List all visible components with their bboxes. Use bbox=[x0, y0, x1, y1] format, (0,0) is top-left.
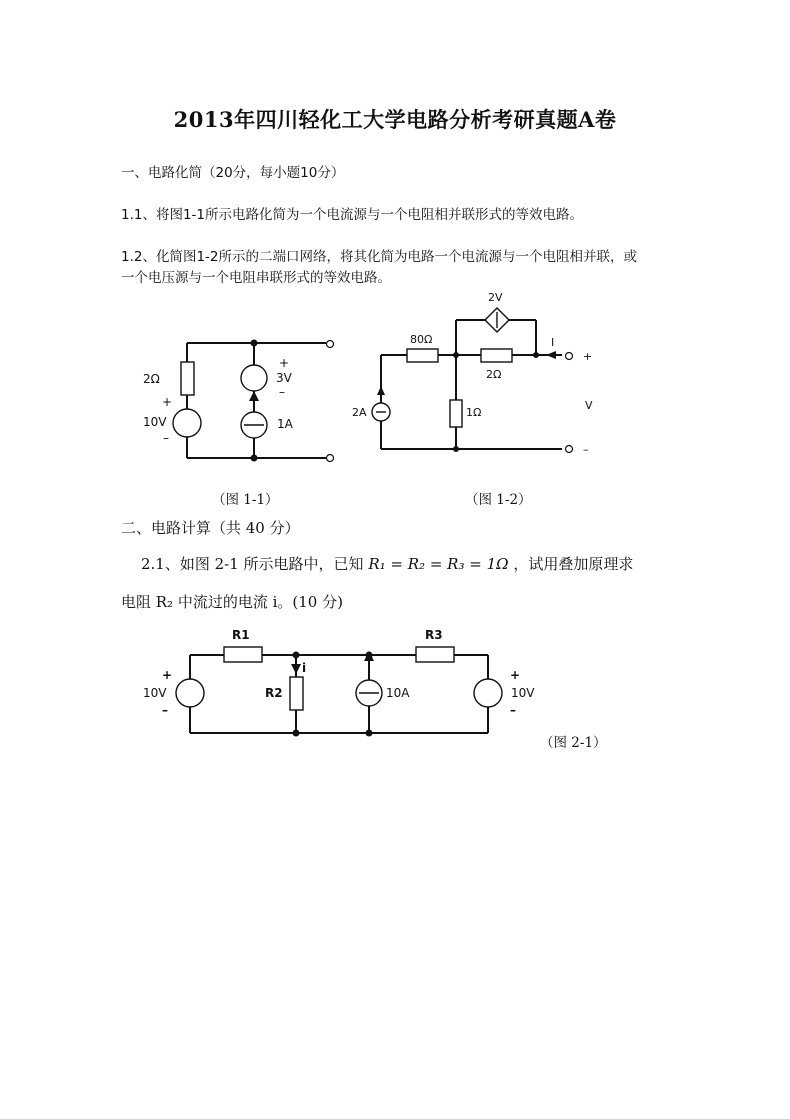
question-2-1-line2: 电阻 R₂ 中流过的电流 i。(10 分) bbox=[121, 593, 343, 611]
question-1-1: 1.1、将图1-1所示电路化简为一个电流源与一个电阻相并联形式的等效电路。 bbox=[121, 207, 584, 223]
label-2ohm: 2Ω bbox=[486, 368, 502, 381]
label-3v: 3V bbox=[276, 371, 292, 385]
node-dot bbox=[453, 352, 459, 358]
page-title: 2013年四川轻化工大学电路分析考研真题A卷 bbox=[173, 107, 617, 132]
label-2v: 2V bbox=[488, 291, 503, 304]
label-1ohm: 1Ω bbox=[466, 406, 482, 419]
resistor-r2 bbox=[290, 677, 303, 710]
question-2-1-suffix: ，试用叠加原理求 bbox=[513, 555, 634, 573]
label-r1: R1 bbox=[232, 628, 250, 642]
label-i: I bbox=[551, 336, 555, 349]
voltage-source-left-10v bbox=[176, 679, 204, 707]
label-10v-right: 10V bbox=[511, 686, 535, 700]
label-2ohm: 2Ω bbox=[143, 372, 160, 386]
question-1-2-line2: 一个电压源与一个电阻串联形式的等效电路。 bbox=[121, 270, 391, 286]
resistor-r1 bbox=[224, 647, 262, 662]
voltage-source-10v bbox=[173, 409, 201, 437]
arrow-left-icon bbox=[546, 351, 556, 359]
label-10v-left: 10V bbox=[143, 686, 167, 700]
minus-sign: – bbox=[163, 431, 169, 445]
node-dot bbox=[533, 352, 539, 358]
section2-heading: 二、电路计算（共 40 分） bbox=[121, 519, 300, 537]
resistor-1ohm bbox=[450, 400, 462, 427]
plus-sign: + bbox=[510, 668, 521, 682]
terminal bbox=[327, 341, 334, 348]
resistor-r3 bbox=[416, 647, 454, 662]
label-v: V bbox=[585, 399, 593, 412]
node-dot bbox=[251, 340, 258, 347]
resistor-2ohm bbox=[481, 349, 512, 362]
minus-sign: – bbox=[510, 703, 516, 717]
node-dot bbox=[293, 652, 300, 659]
plus-sign: + bbox=[162, 668, 173, 682]
label-i: i bbox=[302, 661, 307, 675]
minus-sign: – bbox=[583, 443, 589, 456]
label-1a: 1A bbox=[277, 417, 293, 431]
question-2-1-formula: R₁ = R₂ = R₃ = 1Ω bbox=[368, 555, 509, 573]
resistor-2ohm bbox=[181, 362, 194, 395]
question-2-1-line1 bbox=[141, 553, 633, 574]
terminal bbox=[566, 446, 573, 453]
terminal bbox=[327, 455, 334, 462]
resistor-80ohm bbox=[407, 349, 438, 362]
label-r2: R2 bbox=[265, 686, 283, 700]
plus-sign: + bbox=[279, 356, 290, 370]
arrow-up-icon bbox=[377, 386, 385, 395]
minus-sign: – bbox=[279, 385, 285, 399]
caption-figure-1-2: （图 1-2） bbox=[465, 492, 532, 508]
label-10v: 10V bbox=[143, 415, 167, 429]
label-r3: R3 bbox=[425, 628, 443, 642]
minus-sign: – bbox=[162, 703, 168, 717]
plus-sign: + bbox=[162, 395, 173, 409]
node-dot bbox=[453, 446, 459, 452]
figure-1-2 bbox=[352, 291, 593, 456]
caption-figure-2-1: （图 2-1） bbox=[540, 735, 607, 751]
node-dot bbox=[251, 455, 258, 462]
terminal bbox=[566, 353, 573, 360]
arrow-up-icon bbox=[249, 391, 259, 401]
question-2-1-prefix: 2.1、如图 2-1 所示电路中，已知 bbox=[141, 555, 364, 573]
question-1-2-line1: 1.2、化简图1-2所示的二端口网络，将其化简为电路一个电流源与一个电阻相并联，或 bbox=[121, 249, 638, 265]
node-dot bbox=[366, 730, 373, 737]
voltage-source-3v bbox=[241, 365, 267, 391]
section1-heading: 一、电路化简（20分，每小题10分） bbox=[121, 165, 345, 181]
label-10a: 10A bbox=[386, 686, 410, 700]
arrow-down-icon bbox=[291, 664, 301, 674]
figure-2-1 bbox=[143, 628, 535, 737]
node-dot bbox=[293, 730, 300, 737]
voltage-source-right-10v bbox=[474, 679, 502, 707]
label-80ohm: 80Ω bbox=[410, 333, 433, 346]
plus-sign: + bbox=[583, 350, 593, 363]
label-2a: 2A bbox=[352, 406, 367, 419]
caption-figure-1-1: （图 1-1） bbox=[212, 492, 279, 508]
